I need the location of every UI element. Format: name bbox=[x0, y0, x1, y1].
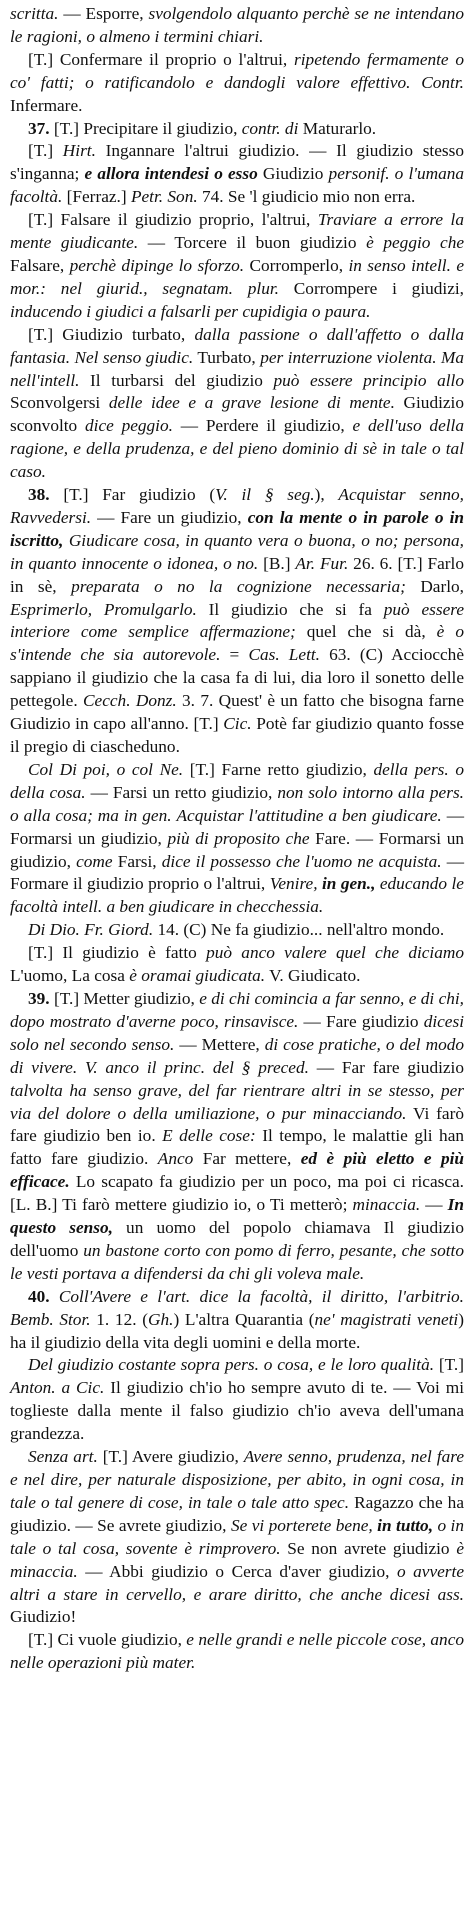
text-segment: Anco bbox=[157, 1149, 194, 1169]
text-segment: Traviare a errore la mente giudicante. bbox=[10, 210, 464, 253]
text-segment: 74. Se 'l giudicio mio non erra. bbox=[197, 187, 416, 207]
entry-paragraph bbox=[10, 118, 464, 141]
text-segment: [T.] Il giudizio è fatto bbox=[28, 943, 207, 963]
text-segment: dice il possesso che l'uomo ne acquista. bbox=[161, 851, 442, 871]
text-segment: delle idee e a grave lesione di mente. bbox=[108, 393, 395, 413]
text-segment: [T.] Metter giudizio, bbox=[49, 988, 200, 1008]
entry-paragraph bbox=[10, 988, 464, 1286]
text-segment: ) ha il giudizio della vita degli uomini e della morte. bbox=[10, 1309, 465, 1352]
text-segment: Del giudizio costante sopra pers. o cosa, e le loro qualità. bbox=[28, 1355, 435, 1375]
text-segment: ed è più eletto e più efficace. bbox=[10, 1149, 465, 1192]
text-segment: è o s'intende che sia autorevole. bbox=[10, 622, 464, 665]
text-segment: Senza art. bbox=[28, 1447, 98, 1467]
text-segment: personif. o l'umana facoltà. bbox=[10, 164, 464, 207]
entry-paragraph bbox=[10, 1354, 464, 1446]
entry-paragraph bbox=[10, 3, 464, 49]
text-segment: — Formare il giudizio proprio o l'altrui, bbox=[10, 851, 464, 894]
text-segment: Il giudizio che si fa bbox=[196, 599, 384, 619]
text-segment: [T.] Precipitare il giudizio, bbox=[49, 118, 242, 138]
text-segment: svolgendolo alquanto perchè se ne intendano le ragioni, o almeno i termini chiari. bbox=[10, 4, 464, 46]
text-segment: o avverte altri a stare in cervello, e arare diritto, che anche dicesi ass. bbox=[10, 1561, 465, 1604]
text-segment: [T.] bbox=[434, 1355, 464, 1375]
text-segment: un uomo del popolo chiamava Il giudizio dell'uomo bbox=[10, 1218, 464, 1260]
text-segment: 3. 7. Quest' è un fatto che bisogna farne Giudizio in capo all'anno. [T.] bbox=[10, 691, 464, 734]
text-segment: Corromperlo, bbox=[244, 255, 349, 275]
text-segment: [T.] Farne retto giudizio, bbox=[183, 759, 374, 779]
text-segment: Turbato, bbox=[193, 347, 261, 367]
text-segment: con la mente o in parole o in iscritto, bbox=[10, 507, 465, 550]
text-segment: un bastone corto con pomo di ferro, pesante, che sotto le vesti portava a difendersi da chi gli voleva male. bbox=[10, 1240, 464, 1283]
text-segment: Acquistar l'attitudine a ben giudicare. bbox=[176, 805, 442, 825]
text-segment: Lo scapato fa giudizio per un poco, ma poi ci ricasca. [L. B.] Ti farò mettere giudizio io, o Ti metterò; bbox=[10, 1172, 464, 1215]
text-segment: Venire, bbox=[269, 874, 318, 894]
text-segment: Sconvolgersi bbox=[10, 393, 109, 413]
text-segment: della pers. o della cosa. bbox=[10, 759, 464, 802]
text-segment: = bbox=[220, 645, 249, 665]
text-segment: in tutto, bbox=[377, 1515, 434, 1535]
text-segment: di cose pratiche, o del modo di vivere. V. anco il princ. del § preced. bbox=[10, 1034, 465, 1077]
text-segment: [T.] Falsare il giudizio proprio, l'altrui, bbox=[28, 210, 318, 230]
text-segment: Maturarlo. bbox=[298, 118, 377, 138]
text-segment: Giudicare cosa, in quanto vera o buona, o no; persona, in quanto innocente o idonea, o no. bbox=[10, 530, 464, 573]
text-segment: Cecch. Donz. bbox=[83, 691, 177, 711]
text-segment: ripetendo fermamente o co' fatti; o ratificandolo e dandogli valore effettivo. Contr. bbox=[10, 49, 465, 92]
text-segment: Giudizio! bbox=[10, 1607, 77, 1627]
text-segment: Giudizio bbox=[257, 164, 329, 184]
text-segment: — Mettere, bbox=[174, 1034, 265, 1054]
text-segment: scritta. bbox=[10, 4, 59, 23]
text-segment: [Ferraz.] bbox=[62, 187, 131, 207]
text-segment: [T.] Ci vuole giudizio, bbox=[28, 1630, 187, 1650]
text-segment: dice peggio. bbox=[85, 416, 173, 436]
text-segment: — Far fare giudizio bbox=[308, 1057, 464, 1077]
text-segment: — Farsi un retto giudizio, bbox=[85, 782, 278, 802]
text-segment: ne' magistrati veneti bbox=[314, 1309, 459, 1329]
text-segment: può anco valere quel che diciamo bbox=[206, 943, 464, 963]
entry-paragraph bbox=[10, 1629, 464, 1675]
text-segment: può essere interiore come semplice affermazione; bbox=[10, 599, 464, 642]
text-segment: 14. (C) Ne fa giudizio... nell'altro mondo. bbox=[153, 920, 445, 940]
text-segment: in gen., bbox=[321, 874, 376, 894]
text-segment: [B.] bbox=[258, 553, 296, 573]
text-segment: 37. bbox=[28, 118, 50, 138]
entry-paragraph bbox=[10, 1286, 464, 1355]
text-segment: Avere senno, prudenza, nel fare e nel dire, per naturale disposizione, per abito, in ogni cosa, in tale o tal genere di cose, in tale o tale atto spec. bbox=[10, 1447, 465, 1512]
text-segment: Darlo, bbox=[405, 576, 464, 596]
entry-paragraph bbox=[10, 1446, 464, 1629]
text-segment: Il turbarsi del giudizio bbox=[79, 370, 274, 390]
text-segment: Il giudizio ch'io ho sempre avuto di te. — Voi mi toglieste dalla mente il falso giudizio ch'io aveva dell'umana grandezza. bbox=[10, 1378, 464, 1444]
text-segment: Potè far giudizio quanto fosse il pregio di ciascheduno. bbox=[10, 714, 464, 756]
text-segment: Se non avrete giudizio bbox=[280, 1538, 457, 1558]
text-segment: [T.] Far giudizio ( bbox=[49, 485, 216, 505]
text-segment: 63. (C) Acciocchè sappiano il giudizio che la casa fa di lui, dia loro il sonetto delle pettegole. bbox=[10, 645, 464, 711]
text-segment: perchè dipinge lo sforzo. bbox=[69, 255, 245, 275]
text-segment: 39. bbox=[28, 988, 50, 1008]
text-segment: Acquistar senno, Ravvedersi. bbox=[10, 485, 464, 527]
text-segment: preparata o no la cognizione necessaria; bbox=[71, 576, 406, 596]
text-segment: educando le facoltà intell. a ben giudicare in checchessia. bbox=[10, 874, 464, 917]
text-segment: è minaccia. bbox=[10, 1538, 464, 1581]
text-segment: — bbox=[420, 1195, 448, 1215]
text-segment: è peggio che bbox=[366, 233, 464, 253]
text-segment: per interruzione violenta. Ma nell'intell. bbox=[10, 347, 465, 390]
text-segment: L'uomo, La cosa bbox=[10, 966, 130, 986]
text-segment: Corrompere i giudizi, bbox=[278, 278, 464, 298]
text-segment: [T.] bbox=[28, 141, 63, 161]
text-segment: o in tale o tal cosa, sovente è rimprovero. bbox=[10, 1515, 464, 1558]
text-segment: contr. di bbox=[241, 118, 299, 138]
entry-paragraph bbox=[10, 484, 464, 759]
text-segment: non solo intorno alla pers. o alla cosa; ma in gen. bbox=[10, 782, 464, 825]
text-segment: Hirt. bbox=[62, 141, 96, 161]
entry-paragraph bbox=[10, 919, 464, 942]
text-segment bbox=[50, 1287, 59, 1306]
text-segment: più di proposito che bbox=[167, 828, 310, 848]
entry-paragraph bbox=[10, 759, 464, 919]
text-segment: — Torcere il buon giudizio bbox=[138, 233, 367, 253]
text-segment: [T.] Avere giudizio, bbox=[97, 1447, 244, 1467]
text-segment: — Fare un giudizio, bbox=[91, 507, 248, 527]
text-segment: 26. 6. [T.] Farlo in sè, bbox=[10, 553, 464, 596]
text-segment: Esprimerlo, Promulgarlo. bbox=[10, 599, 197, 619]
text-segment: Anton. a Cic. bbox=[10, 1378, 105, 1398]
text-segment: Ar. Fur. bbox=[295, 553, 349, 573]
text-segment: Il tempo, le malattie gli han fatto fare giudizio. bbox=[10, 1126, 465, 1169]
text-segment: Fare. — Formarsi un giudizio, bbox=[10, 828, 464, 871]
text-segment: e nelle grandi e nelle piccole cose, anco nelle operazioni più mater. bbox=[10, 1630, 465, 1673]
text-segment: Col Di poi, o col Ne. bbox=[28, 759, 184, 779]
entry-paragraph bbox=[10, 942, 464, 988]
text-segment: Se vi porterete bene, bbox=[230, 1515, 373, 1535]
entry-paragraph bbox=[10, 209, 464, 324]
text-segment: Falsare, bbox=[10, 255, 70, 275]
text-segment: Ragazzo che ha giudizio. — Se avrete giudizio, bbox=[10, 1492, 464, 1535]
text-segment: Cas. Lett. bbox=[248, 645, 320, 665]
text-segment: — Perdere il giudizio, bbox=[172, 416, 353, 436]
text-segment: dalla passione o dall'affetto o dalla fantasia. Nel senso giudic. bbox=[10, 324, 465, 367]
text-segment: 1. 12. ( bbox=[90, 1309, 148, 1329]
text-segment: ), bbox=[314, 485, 339, 505]
text-segment: V. Giudicato. bbox=[265, 966, 361, 986]
entry-paragraph bbox=[10, 140, 464, 209]
text-segment: Infermare. bbox=[10, 95, 83, 115]
entry-paragraph bbox=[10, 49, 464, 118]
text-segment: Coll'Avere e l'art. dice la facoltà, il diritto, l'arbitrio. Bemb. Stor. bbox=[10, 1286, 464, 1329]
text-segment: Cic. bbox=[223, 714, 252, 734]
text-segment: [T.] Confermare il proprio o l'altrui, bbox=[28, 49, 295, 69]
text-segment: quel che si dà, bbox=[295, 622, 437, 642]
text-segment: dicesi solo nel secondo senso. bbox=[10, 1011, 464, 1054]
text-segment: Vi farò fare giudizio ben io. bbox=[10, 1103, 464, 1146]
text-segment: e dell'uso della ragione, e della prudenza, e del pieno dominio di sè in tale o tal caso. bbox=[10, 416, 464, 482]
text-segment: [T.] Giudizio turbato, bbox=[28, 324, 195, 344]
text-segment: è oramai giudicata. bbox=[129, 966, 266, 986]
entry-paragraph bbox=[10, 324, 464, 484]
text-segment: può essere principio allo bbox=[273, 370, 464, 390]
text-segment: Giudizio sconvolto bbox=[10, 393, 464, 436]
text-segment: E delle cose: bbox=[162, 1126, 256, 1146]
text-segment: e allora intendesi o esso bbox=[84, 164, 258, 184]
text-segment: V. il § seg. bbox=[215, 485, 315, 505]
text-segment: — Abbi giudizio o Cerca d'aver giudizio, bbox=[77, 1561, 397, 1581]
text-segment: come bbox=[76, 851, 113, 871]
text-segment: ) L'altra Quarantia ( bbox=[173, 1309, 315, 1329]
text-segment: — Fare giudizio bbox=[298, 1011, 424, 1031]
text-segment: In questo senso, bbox=[10, 1195, 465, 1238]
text-segment: e di chi comincia a far senno, e di chi, dopo mostrato d'averne poco, rinsavisce. bbox=[10, 988, 464, 1031]
text-segment: Di Dio. Fr. Giord. bbox=[28, 920, 154, 940]
text-segment: inducendo i giudici a falsarli per cupidigia o paura. bbox=[10, 301, 371, 321]
text-segment: Farsi, bbox=[112, 851, 162, 871]
text-segment: Petr. Son. bbox=[130, 187, 198, 207]
text-segment: minaccia. bbox=[352, 1195, 421, 1215]
text-segment: — Formarsi un giudizio, bbox=[10, 805, 464, 848]
text-segment: — Esporre, bbox=[58, 4, 149, 23]
text-segment: Far mettere, bbox=[193, 1149, 301, 1169]
text-segment: 40. bbox=[28, 1286, 50, 1306]
text-segment: talvolta ha senso grave, del far rientrare altri in se stesso, per via del dolore o della umiliazione, o pur minacciando. bbox=[10, 1080, 464, 1123]
text-segment: Gh. bbox=[147, 1309, 174, 1329]
text-segment: Ingannare l'altrui giudizio. — Il giudizio stesso s'inganna; bbox=[10, 141, 464, 184]
text-segment: 38. bbox=[28, 485, 50, 505]
text-segment: in senso intell. e mor.: nel giurid., segnatam. plur. bbox=[10, 255, 464, 298]
